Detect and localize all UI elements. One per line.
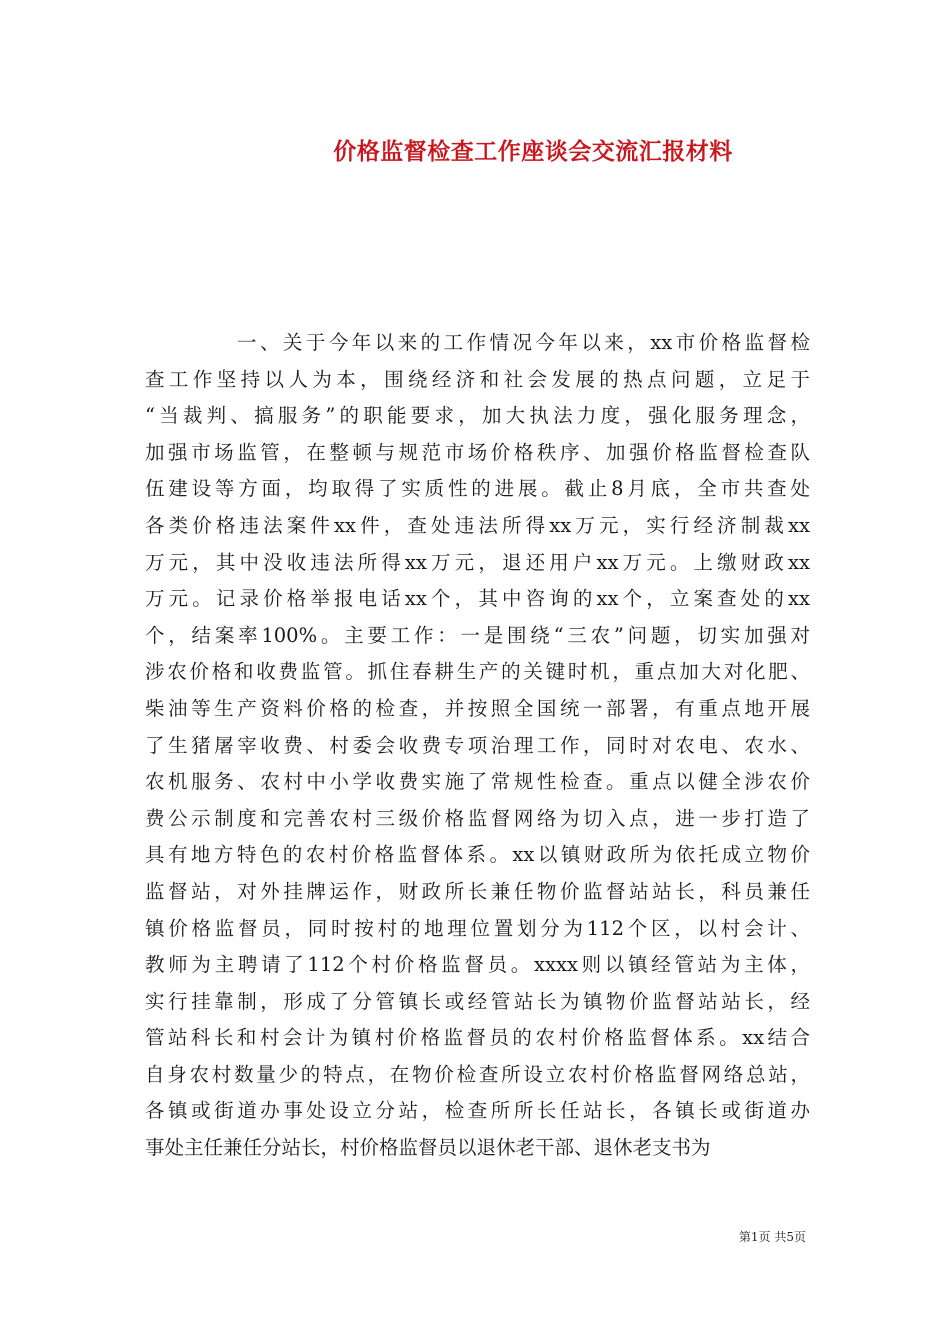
paragraph-line: 费公示制度和完善农村三级价格监督网络为切入点，进一步打造了: [145, 806, 810, 830]
paragraph-line: 镇价格监督员，同时按村的地理位置划分为112个区，以村会计、: [145, 916, 810, 940]
paragraph-line: 农机服务、农村中小学收费实施了常规性检查。重点以健全涉农价: [145, 770, 810, 794]
paragraph-line: 监督站，对外挂牌运作，财政所长兼任物价监督站站长，科员兼任: [145, 879, 810, 903]
paragraph-line: 万元，其中没收违法所得xx万元，退还用户xx万元。上缴财政xx: [145, 550, 810, 574]
paragraph-line: 管站科长和村会计为镇村价格监督员的农村价格监督体系。xx结合: [145, 1026, 810, 1050]
paragraph-line: 加强市场监管，在整顿与规范市场价格秩序、加强价格监督检查队: [145, 440, 810, 464]
paragraph-line: 个，结案率100%。主要工作：一是围绕“三农”问题，切实加强对: [145, 623, 810, 647]
paragraph-line: 查工作坚持以人为本，围绕经济和社会发展的热点问题，立足于: [145, 367, 810, 391]
paragraph-line: 教师为主聘请了112个村价格监督员。xxxx则以镇经管站为主体，: [145, 953, 810, 977]
paragraph-line: 具有地方特色的农村价格监督体系。xx以镇财政所为依托成立物价: [145, 843, 810, 867]
paragraph-line: 实行挂靠制，形成了分管镇长或经管站长为镇物价监督站站长，经: [145, 989, 810, 1013]
page-title: 价格监督检查工作座谈会交流汇报材料: [333, 138, 733, 165]
paragraph-line: 各镇或街道办事处设立分站，检查所所长任站长，各镇长或街道办: [145, 1099, 810, 1123]
page-number: 第1页 共5页: [738, 1230, 806, 1244]
paragraph-line: 自身农村数量少的特点，在物价检查所设立农村价格监督网络总站，: [145, 1062, 810, 1086]
paragraph-line: 伍建设等方面，均取得了实质性的进展。截止8月底，全市共查处: [145, 477, 810, 501]
paragraph-line: 各类价格违法案件xx件，查处违法所得xx万元，实行经济制裁xx: [145, 513, 810, 537]
paragraph-line: 一、关于今年以来的工作情况今年以来，xx市价格监督检: [237, 331, 810, 354]
paragraph-line: 涉农价格和收费监管。抓住春耕生产的关键时机，重点加大对化肥、: [145, 660, 810, 684]
paragraph-line: 柴油等生产资料价格的检查，并按照全国统一部署，有重点地开展: [145, 696, 810, 720]
paragraph-line: “当裁判、搞服务”的职能要求，加大执法力度，强化服务理念，: [145, 404, 810, 428]
paragraph-line: 万元。记录价格举报电话xx个，其中咨询的xx个，立案查处的xx: [145, 587, 810, 611]
paragraph-line: 事处主任兼任分站长，村价格监督员以退休老干部、退休老支书为: [145, 1136, 711, 1160]
body-paragraph: [145, 325, 810, 1167]
paragraph-line: 了生猪屠宰收费、村委会收费专项治理工作，同时对农电、农水、: [145, 733, 810, 757]
